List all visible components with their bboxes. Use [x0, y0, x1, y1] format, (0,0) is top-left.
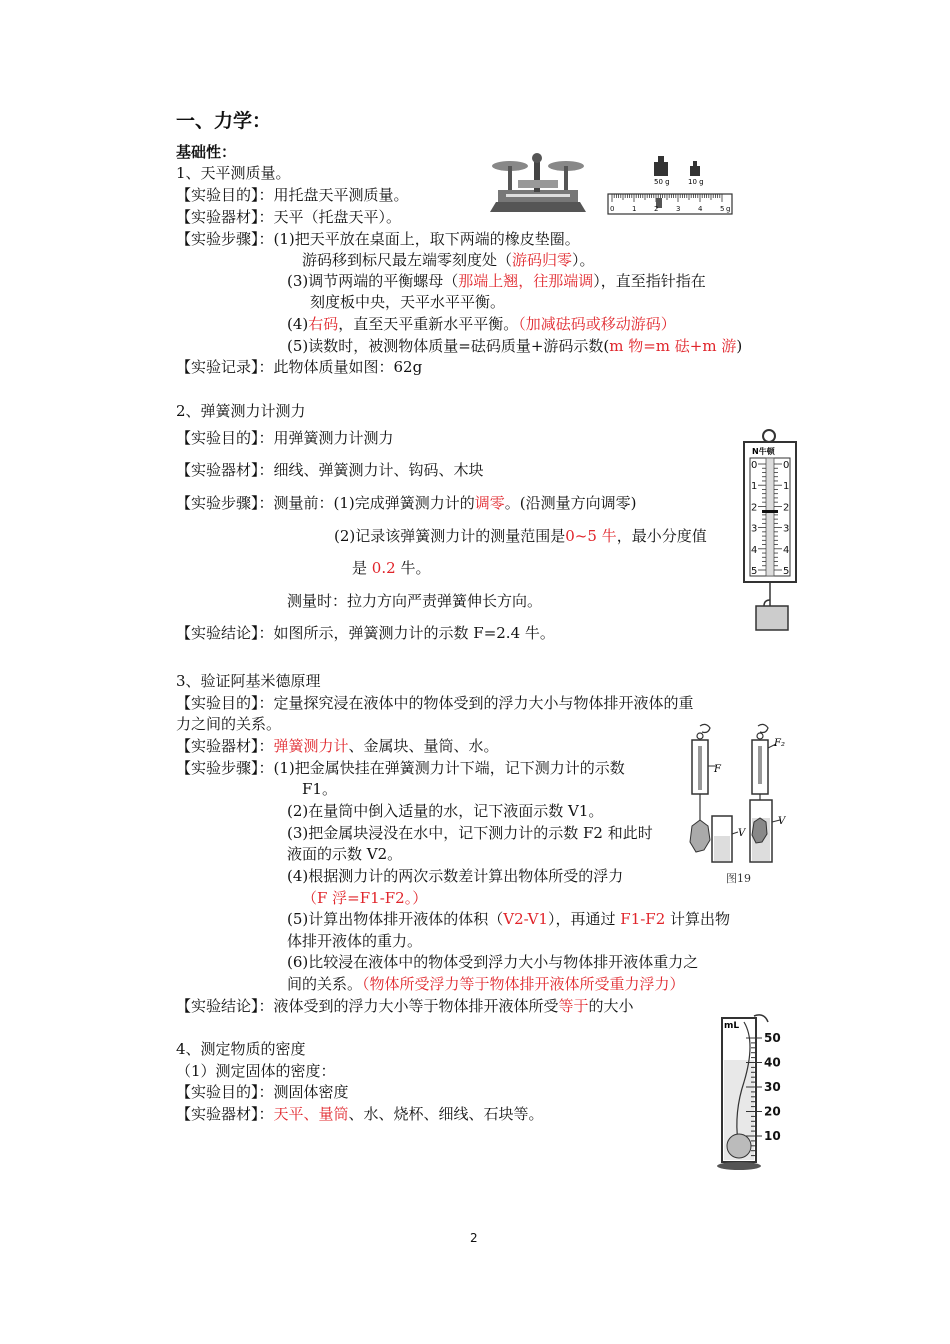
page-number: 2 [470, 1231, 478, 1245]
spring-num-right: 3 [783, 523, 790, 535]
weight1-label: 50 g [654, 178, 670, 186]
s1-step3: (3)调节两端的平衡螺母（那端上翘，往那端调），直至指针指在 [287, 272, 706, 290]
s3-step5-cont: 体排开液体的重力。 [287, 932, 423, 950]
s3-step1-cont: F1。 [302, 780, 337, 798]
s1-record: 【实验记录】：此物体质量如图：62g [176, 358, 423, 376]
fig-label-V1: V [738, 828, 746, 839]
s3-step4: (4)根据测力计的两次示数差计算出物体所受的浮力 [287, 867, 624, 885]
s4-sub: （1）测定固体的密度： [176, 1062, 336, 1080]
s4-equip: 【实验器材】：天平、量筒、水、烧杯、细线、石块等。 [176, 1105, 544, 1123]
s3-conclusion: 【实验结论】：液体受到的浮力大小等于物体排开液体所受等于的大小 [176, 997, 634, 1015]
s4-purpose: 【实验目的】：测固体密度 [176, 1083, 349, 1101]
s3-step1: 【实验步骤】：(1)把金属快挂在弹簧测力计下端，记下测力计的示数 [176, 759, 625, 777]
s1-step1: 【实验步骤】：(1)把天平放在桌面上，取下两端的橡皮垫圈。 [176, 230, 580, 248]
scale-head-label: N牛顿 [752, 447, 775, 456]
scale-tick-label: 2 [654, 205, 659, 213]
spring-num-right: 5 [783, 566, 790, 577]
s2-title: 2、弹簧测力计测力 [176, 402, 306, 420]
s2-conclusion: 【实验结论】：如图所示，弹簧测力计的示数 F=2.4 牛。 [176, 624, 555, 642]
balance-illustration [488, 150, 588, 216]
spring-num-left: 4 [751, 544, 758, 556]
s3-step4-formula: （F 浮=F1-F2。） [302, 889, 428, 907]
s1-step2: 游码移到标尺最左端零刻度处（游码归零）。 [302, 251, 595, 269]
s2-step-pre: 【实验步骤】：测量前：(1)完成弹簧测力计的调零。(沿测量方向调零) [176, 494, 637, 512]
fig-label-F: F [714, 764, 721, 775]
fig-label-F2: F₂ [774, 738, 785, 749]
weight2-label: 10 g [688, 178, 704, 186]
graduated-cylinder-illustration [714, 1012, 798, 1172]
s3-purpose-cont: 力之间的关系。 [176, 715, 282, 733]
spring-num-right: 4 [783, 544, 790, 556]
s2-purpose: 【实验目的】：用弹簧测力计测力 [176, 429, 394, 447]
fig-caption: 图19 [726, 872, 751, 885]
spring-num-right: 1 [783, 481, 790, 493]
cyl-mark-label: 20 [764, 1104, 781, 1119]
scale-tick-label: g [726, 205, 731, 213]
s4-title: 4、测定物质的密度 [176, 1040, 306, 1058]
s2-equip: 【实验器材】：细线、弹簧测力计、钩码、木块 [176, 461, 484, 479]
scale-tick-label: 3 [676, 205, 681, 213]
spring-num-left: 5 [751, 566, 758, 577]
s2-step2: (2)记录该弹簧测力计的测量范围是0~5 牛，最小分度值 [334, 527, 707, 545]
subheading: 基础性： [176, 143, 237, 161]
s3-step3-cont: 液面的示数 V2。 [287, 845, 403, 863]
spring-num-right: 2 [783, 502, 790, 514]
s3-equip: 【实验器材】：弹簧测力计、金属块、量筒、水。 [176, 737, 499, 755]
s3-title: 3、验证阿基米德原理 [176, 672, 321, 690]
s3-purpose: 【实验目的】：定量探究浸在液体中的物体受到的浮力大小与物体排开液体的重 [176, 694, 694, 712]
cyl-unit: mL [724, 1021, 740, 1031]
scale-tick-label: 4 [698, 205, 703, 213]
scale-tick-label: 5 [720, 205, 725, 213]
s3-step5: (5)计算出物体排开液体的体积（V2-V1），再通过 F1-F2 计算出物 [287, 910, 731, 928]
s3-step6: (6)比较浸在液体中的物体受到浮力大小与物体排开液体重力之 [287, 953, 699, 971]
s2-during: 测量时：拉力方向严责弹簧伸长方向。 [287, 592, 543, 610]
spring-num-left: 3 [751, 523, 758, 535]
scale-tick-label: 1 [632, 205, 637, 213]
spring-num-left: 0 [751, 460, 758, 471]
cyl-mark-label: 50 [764, 1031, 781, 1045]
spring-num-left: 1 [751, 481, 758, 493]
cyl-mark-label: 30 [764, 1080, 781, 1094]
s1-purpose: 【实验目的】：用托盘天平测质量。 [176, 186, 409, 204]
s1-step3-cont: 刻度板中央，天平水平平衡。 [310, 293, 506, 311]
s1-equip: 【实验器材】：天平（托盘天平）。 [176, 208, 402, 226]
s1-step5: (5)读数时，被测物体质量=砝码质量+游码示数(m 物=m 砝+m 游) [287, 337, 743, 355]
scale-tick-label: 0 [610, 205, 615, 213]
weights-and-scale [606, 150, 736, 218]
spring-num-right: 0 [783, 460, 790, 471]
s2-step2-cont: 是 0.2 牛。 [352, 559, 431, 577]
archimedes-figure [684, 722, 794, 888]
fig-label-V2: V [778, 816, 786, 827]
cyl-mark-label: 10 [764, 1129, 781, 1143]
spring-scale-illustration [736, 428, 806, 632]
s3-step2: (2)在量筒中倒入适量的水，记下液面示数 V1。 [287, 802, 604, 820]
s1-title: 1、天平测质量。 [176, 164, 291, 182]
cyl-mark-label: 40 [764, 1055, 781, 1070]
section-heading: 一、力学： [176, 110, 272, 132]
spring-num-left: 2 [751, 502, 758, 514]
s1-step4: (4)右码，直至天平重新水平平衡。（加减砝码或移动游码） [287, 315, 676, 333]
s3-step6-cont: 间的关系。（物体所受浮力等于物体排开液体所受重力浮力） [287, 975, 685, 993]
s3-step3: (3)把金属块浸没在水中，记下测力计的示数 F2 和此时 [287, 824, 653, 842]
